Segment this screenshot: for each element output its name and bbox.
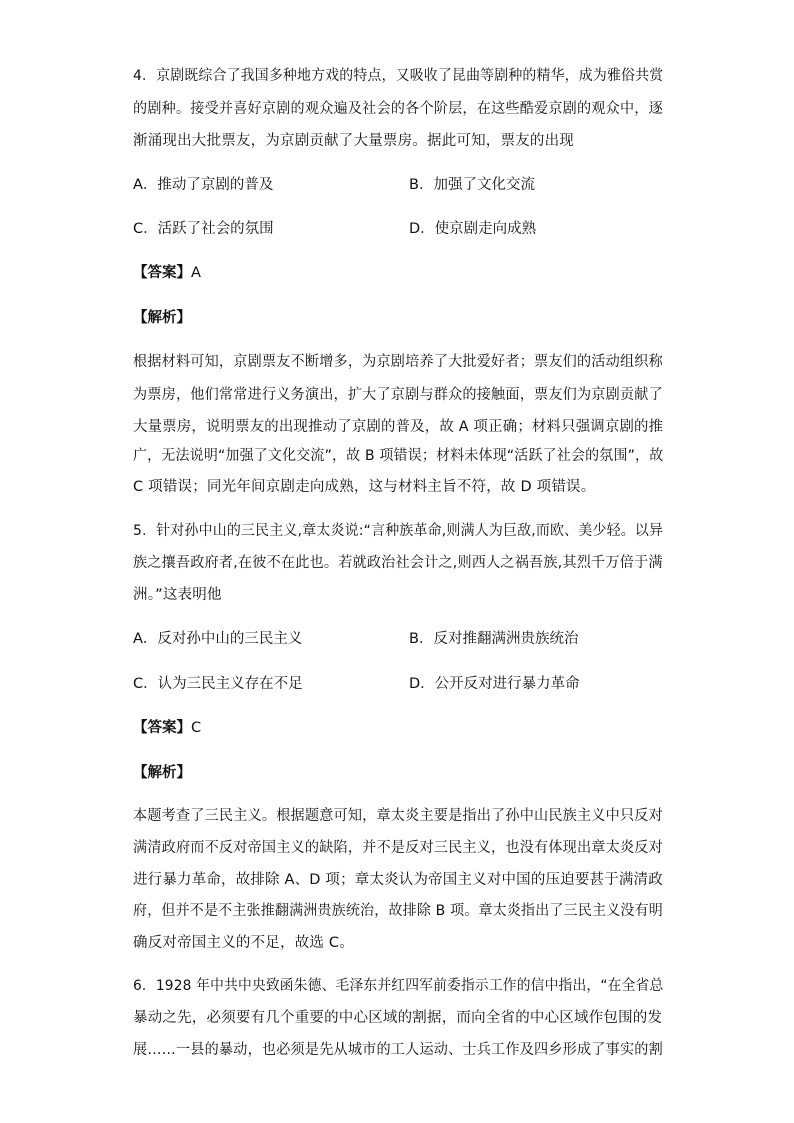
analysis-label: 【解析】 xyxy=(133,310,191,326)
q5-stem-line-3: 洲。”这表明他 xyxy=(133,587,222,603)
q5-option-d: D．公开反对进行暴力革命 xyxy=(409,676,580,692)
q6-stem-line-2: 暴动之先，必须要有几个重要的中心区域的割据，而向全省的中心区域作包围的发 xyxy=(133,1010,663,1026)
q4-analysis-line-4: 广，无法说明“加强了文化交流”，故 B 项错误；材料未体现“活跃了社会的氛围”，故 xyxy=(133,448,664,464)
q4-analysis-line-1: 根据材料可知，京剧票友不断增多，为京剧培养了大批爱好者；票友们的活动组织称 xyxy=(133,354,663,370)
q4-analysis-line-2: 为票房，他们常常进行义务演出，扩大了京剧与群众的接触面，票友们为京剧贡献了 xyxy=(133,387,663,403)
q5-analysis-line-5: 确反对帝国主义的不足，故选 C。 xyxy=(133,935,354,951)
q5-analysis-line-1: 本题考查了三民主义。根据题意可知，章太炎主要是指出了孙中山民族主义中只反对 xyxy=(133,808,663,824)
q5-answer xyxy=(133,718,201,738)
q4-option-c: C．活跃了社会的氛围 xyxy=(133,221,274,237)
analysis-label: 【解析】 xyxy=(133,765,191,781)
q4-option-b: B．加强了文化交流 xyxy=(409,177,535,193)
q5-analysis-heading xyxy=(133,763,191,783)
q5-stem-line-2: 族之攘吾政府者,在彼不在此也。若就政治社会计之,则西人之祸吾族,其烈千万倍于满 xyxy=(133,555,663,571)
q6-stem-line-1: 6．1928 年中共中央致函朱德、毛泽东并红四军前委指示工作的信中指出，“在全省总 xyxy=(133,978,664,994)
answer-label: 【答案】 xyxy=(133,720,191,736)
q5-analysis-line-2: 满清政府而不反对帝国主义的缺陷，并不是反对三民主义，也没有体现出章太炎反对 xyxy=(133,840,663,856)
q5-option-c: C．认为三民主义存在不足 xyxy=(133,676,303,692)
q4-stem-line-1: 4．京剧既综合了我国多种地方戏的特点，又吸收了昆曲等剧种的精华，成为雅俗共赏 xyxy=(133,68,664,84)
q4-analysis-line-5: C 项错误；同光年间京剧走向成熟，这与材料主旨不符，故 D 项错误。 xyxy=(133,479,596,495)
q5-stem-line-1: 5．针对孙中山的三民主义,章太炎说:“言种族革命,则满人为巨敌,而欧、美少轻。以异 xyxy=(133,523,664,539)
answer-value: A xyxy=(191,265,201,281)
q4-answer xyxy=(133,263,201,283)
q4-stem-line-2: 的剧种。接受并喜好京剧的观众遍及社会的各个阶层，在这些酷爱京剧的观众中，逐 xyxy=(133,101,663,117)
q4-analysis-heading xyxy=(133,308,191,328)
q4-stem-line-3: 渐涌现出大批票友，为京剧贡献了大量票房。据此可知，票友的出现 xyxy=(133,133,574,149)
q4-option-a: A．推动了京剧的普及 xyxy=(133,177,274,193)
answer-label: 【答案】 xyxy=(133,265,191,281)
q5-analysis-line-4: 府，但并不是不主张推翻满洲贵族统治，故排除 B 项。章太炎指出了三民主义没有明 xyxy=(133,903,663,919)
q5-analysis-line-3: 进行暴力革命，故排除 A、D 项；章太炎认为帝国主义对中国的压迫要甚于满清政 xyxy=(133,872,663,888)
answer-value: C xyxy=(191,720,202,736)
q6-stem-line-3: 展……一县的暴动，也必须是先从城市的工人运动、士兵工作及四乡形成了事实的割 xyxy=(133,1042,663,1058)
q5-option-a: A．反对孙中山的三民主义 xyxy=(133,631,303,647)
q4-analysis-line-3: 大量票房，说明票友的出现推动了京剧的普及，故 A 项正确；材料只强调京剧的推 xyxy=(133,419,664,435)
q4-option-d: D．使京剧走向成熟 xyxy=(409,221,537,237)
q5-option-b: B．反对推翻满洲贵族统治 xyxy=(409,631,579,647)
